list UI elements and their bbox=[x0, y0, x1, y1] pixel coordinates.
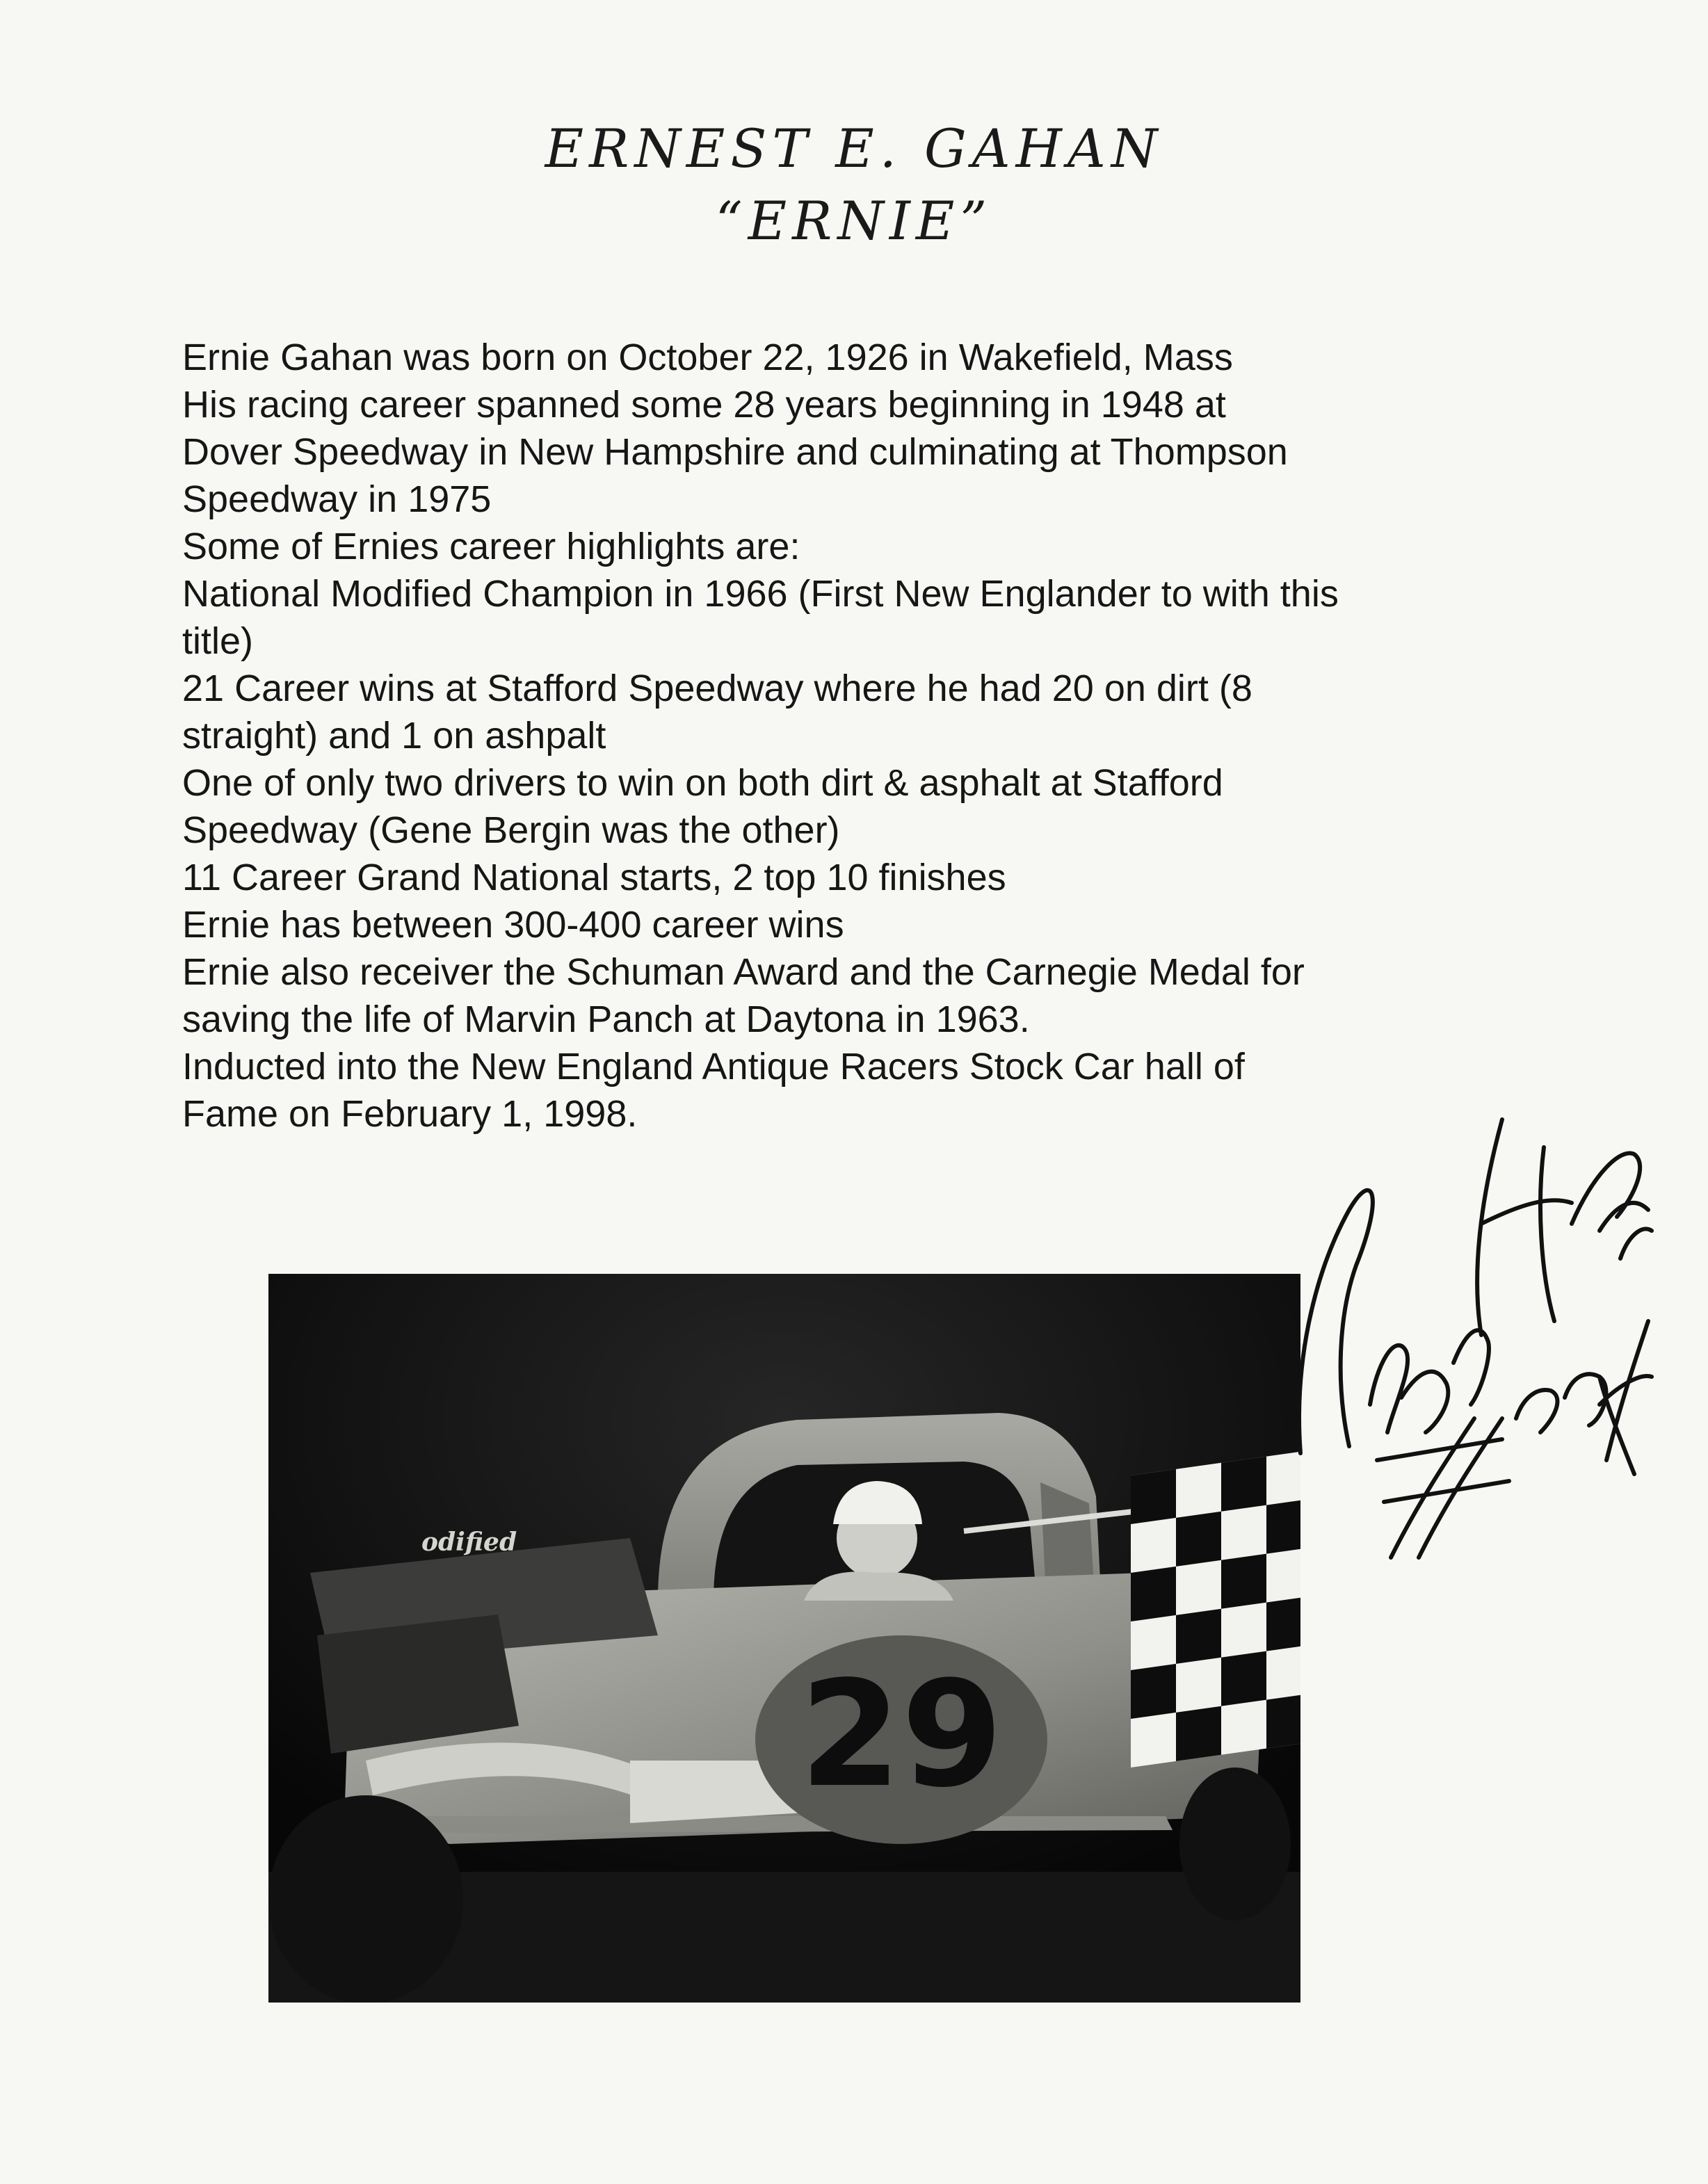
bio-line: title) bbox=[182, 620, 254, 662]
nickname-title: “ERNIE” bbox=[715, 190, 993, 252]
bio-line: Ernie has between 300-400 career wins bbox=[182, 904, 844, 946]
bio-line: saving the life of Marvin Panch at Daytona in 1963. bbox=[182, 998, 1030, 1040]
biography-text bbox=[182, 334, 1434, 1138]
bio-line: Speedway in 1975 bbox=[182, 478, 492, 520]
bio-line: His racing career spanned some 28 years beginning in 1948 at bbox=[182, 384, 1226, 426]
race-car-photo bbox=[268, 1274, 1300, 2003]
car-number: 29 bbox=[799, 1649, 1004, 1820]
front-wheel bbox=[268, 1795, 463, 2003]
bio-line: One of only two drivers to win on both dirt & asphalt at Stafford bbox=[182, 762, 1223, 804]
bio-line: Dover Speedway in New Hampshire and culminating at Thompson bbox=[182, 431, 1288, 473]
bio-line: 11 Career Grand National starts, 2 top 10 finishes bbox=[182, 857, 1006, 898]
title-block bbox=[0, 117, 1708, 253]
rear-wheel bbox=[1179, 1768, 1291, 1920]
bio-line: Speedway (Gene Bergin was the other) bbox=[182, 809, 840, 851]
bio-line: 21 Career wins at Stafford Speedway where he had 20 on dirt (8 bbox=[182, 668, 1252, 709]
bio-line: straight) and 1 on ashpalt bbox=[182, 715, 606, 757]
page-title: ERNEST E. GAHAN bbox=[545, 118, 1163, 179]
race-car-illustration bbox=[268, 1274, 1300, 2003]
bio-line: Fame on February 1, 1998. bbox=[182, 1093, 638, 1135]
bio-line: Inducted into the New England Antique Racers Stock Car hall of bbox=[182, 1046, 1245, 1087]
bio-line: National Modified Champion in 1966 (First New Englander to with this bbox=[182, 573, 1339, 615]
checkered-flag bbox=[1131, 1450, 1300, 1768]
bio-line: Some of Ernies career highlights are: bbox=[182, 526, 800, 567]
car-side-lettering: odified bbox=[421, 1528, 517, 1557]
bio-line: Ernie Gahan was born on October 22, 1926 in Wakefield, Mass bbox=[182, 337, 1233, 378]
bio-line: Ernie also receiver the Schuman Award and the Carnegie Medal for bbox=[182, 951, 1305, 993]
